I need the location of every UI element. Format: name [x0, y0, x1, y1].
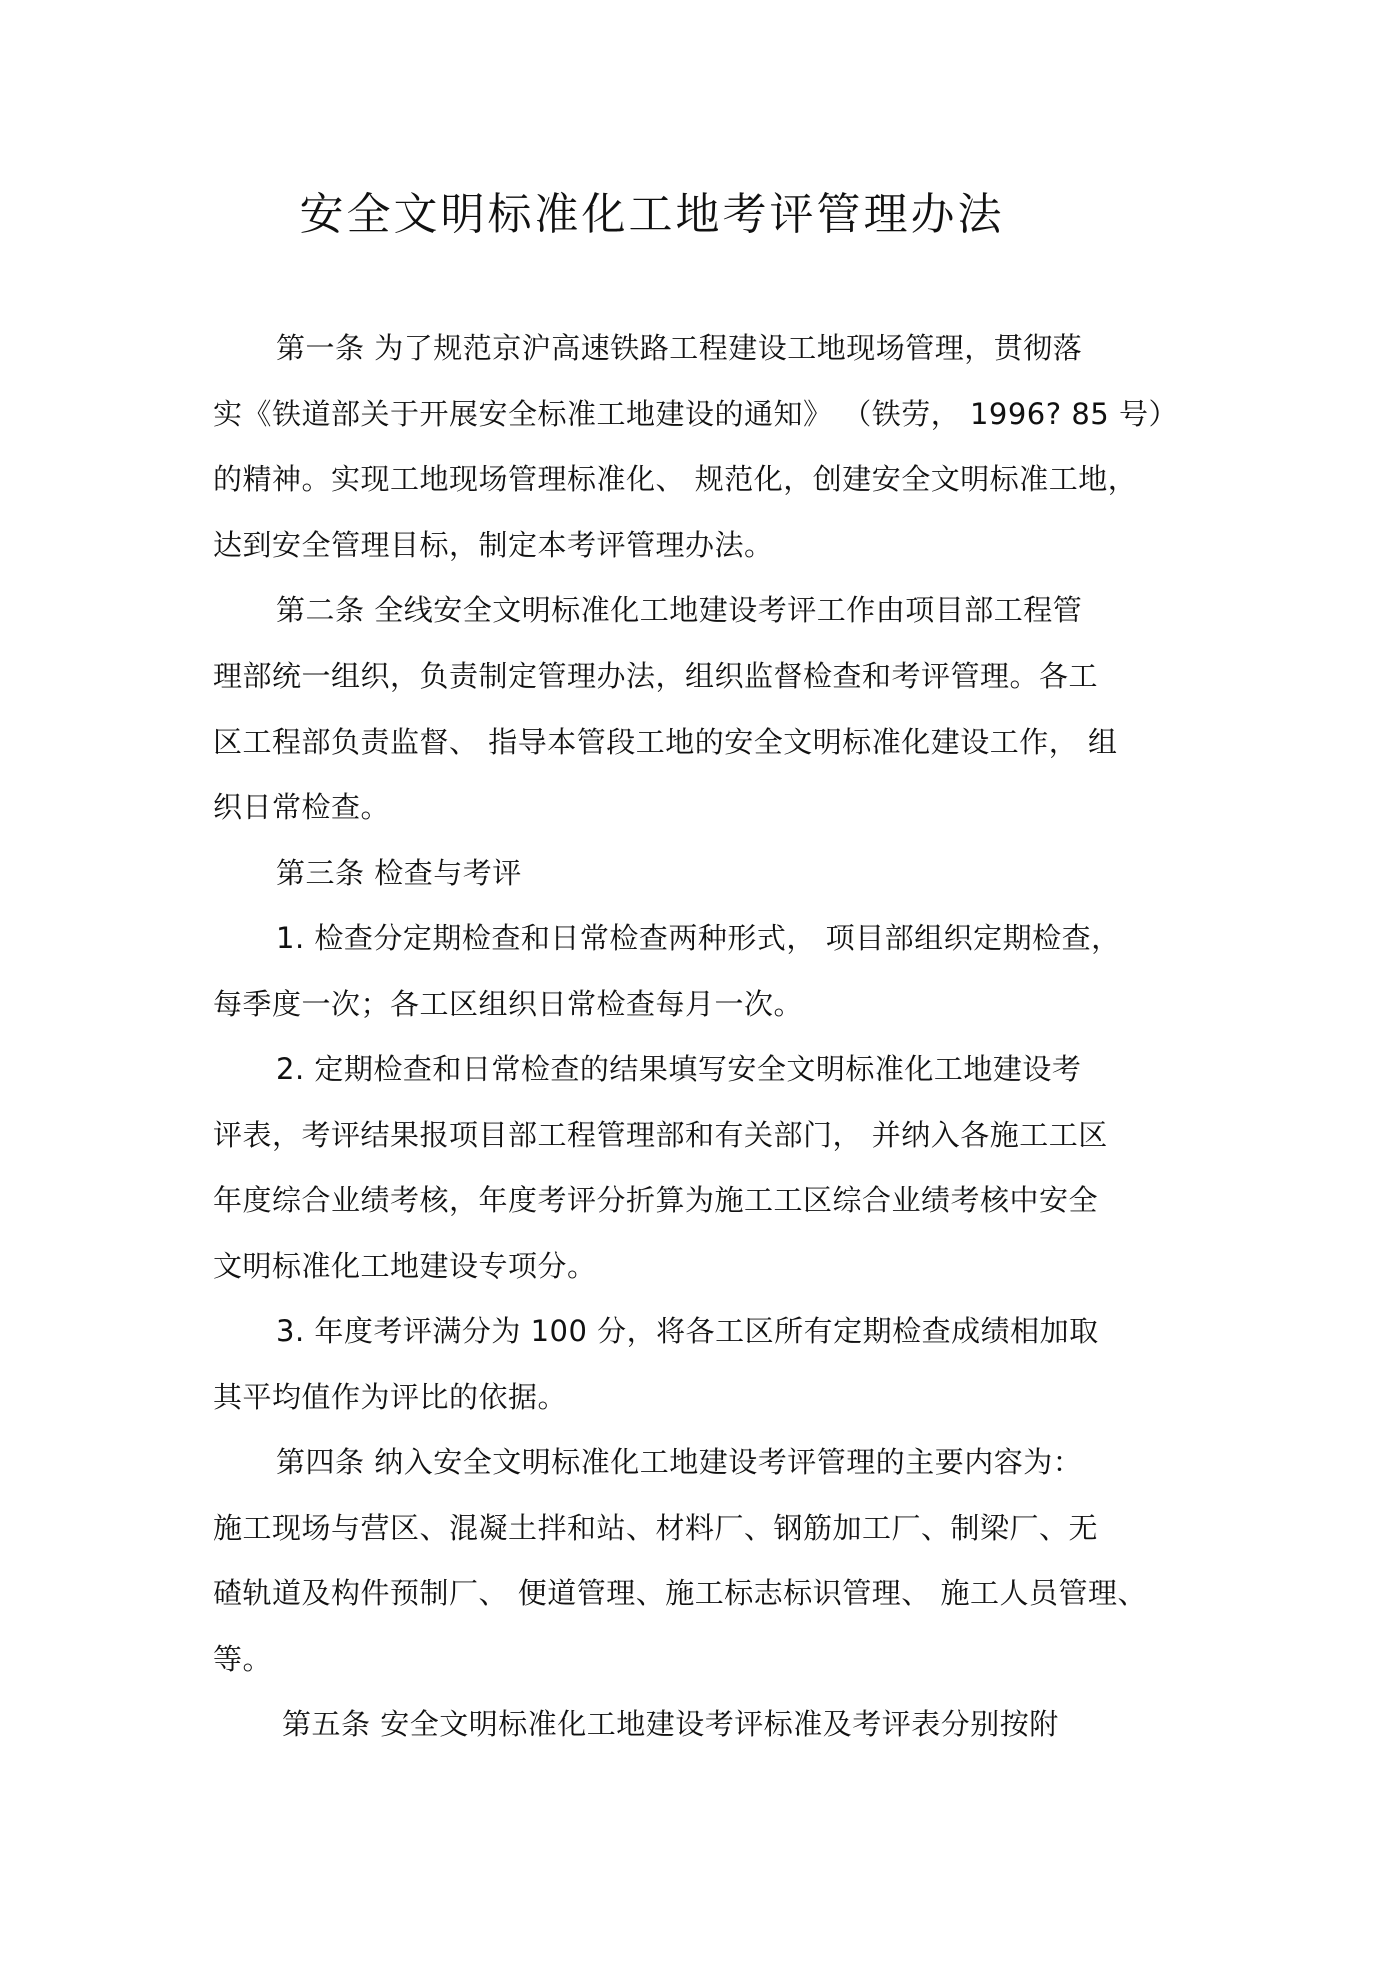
article-4-line-2: 施工现场与营区、混凝土拌和站、材料厂、钢筋加工厂、制梁厂、无 — [213, 1511, 1099, 1545]
article-1-line-3: 的精神。实现工地现场管理标准化、 规范化，创建安全文明标准工地， — [213, 462, 1138, 496]
article-1-line-2: 实《铁道部关于开展安全标准工地建设的通知》 （铁劳， 1996? 85 号） — [213, 397, 1178, 431]
article-2-line-1: 第二条 全线安全文明标准化工地建设考评工作由项目部工程管 — [276, 593, 1083, 627]
article-4-line-1: 第四条 纳入安全文明标准化工地建设考评管理的主要内容为： — [276, 1445, 1083, 1479]
item-3-line-1: 3. 年度考评满分为 100 分，将各工区所有定期检查成绩相加取 — [276, 1314, 1099, 1348]
article-2-line-4: 织日常检查。 — [213, 790, 391, 824]
item-1-line-2: 每季度一次；各工区组织日常检查每月一次。 — [213, 987, 804, 1021]
item-1-line-1: 1. 检查分定期检查和日常检查两种形式， 项目部组织定期检查， — [276, 921, 1121, 955]
item-2-line-2: 评表，考评结果报项目部工程管理部和有关部门， 并纳入各施工工区 — [213, 1118, 1108, 1152]
document-title: 安全文明标准化工地考评管理办法 — [299, 189, 1005, 240]
article-5-line-1: 第五条 安全文明标准化工地建设考评标准及考评表分别按附 — [282, 1707, 1059, 1741]
item-2-line-4: 文明标准化工地建设专项分。 — [213, 1249, 597, 1283]
article-4-line-4: 等。 — [213, 1642, 273, 1676]
article-4-line-3: 碴轨道及构件预制厂、 便道管理、施工标志标识管理、 施工人员管理、 — [213, 1576, 1147, 1610]
article-2-line-3: 区工程部负责监督、 指导本管段工地的安全文明标准化建设工作， 组 — [213, 725, 1118, 759]
article-3-heading: 第三条 检查与考评 — [276, 856, 522, 890]
article-2-line-2: 理部统一组织，负责制定管理办法，组织监督检查和考评管理。各工 — [213, 659, 1099, 693]
item-3-line-2: 其平均值作为评比的依据。 — [213, 1380, 568, 1414]
item-2-line-1: 2. 定期检查和日常检查的结果填写安全文明标准化工地建设考 — [276, 1052, 1082, 1086]
article-1-line-1: 第一条 为了规范京沪高速铁路工程建设工地现场管理，贯彻落 — [276, 331, 1083, 365]
item-2-line-3: 年度综合业绩考核，年度考评分折算为施工工区综合业绩考核中安全 — [213, 1183, 1099, 1217]
article-1-line-4: 达到安全管理目标，制定本考评管理办法。 — [213, 528, 774, 562]
